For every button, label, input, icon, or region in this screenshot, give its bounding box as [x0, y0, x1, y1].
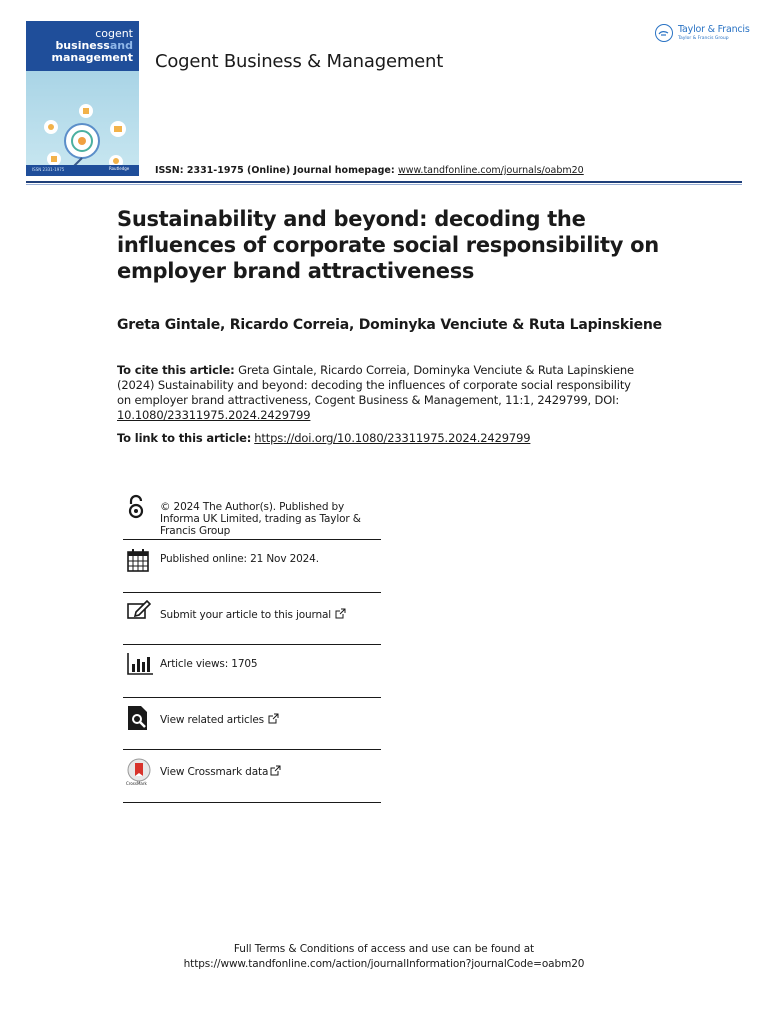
article-link-line	[117, 431, 530, 445]
cover-title-line3: management	[51, 51, 133, 64]
open-access-icon	[127, 494, 145, 524]
crossmark-badge-label: CrossMark	[126, 781, 147, 786]
taylor-francis-logo[interactable]	[655, 22, 750, 48]
bar-chart-icon	[127, 653, 153, 679]
cover-illustration	[26, 71, 139, 169]
external-link-icon	[335, 608, 346, 622]
crossmark-icon	[126, 758, 152, 790]
cover-issn: ISSN 2331-1975	[32, 167, 65, 172]
open-access-license-row	[123, 494, 381, 540]
article-title: Sustainability and beyond: decoding the influences of corporate social responsibility on employer brand attractiveness	[117, 207, 659, 283]
calendar-icon	[127, 548, 149, 576]
crossmark-row[interactable]	[123, 750, 381, 803]
taylor-francis-name: Taylor & Francis	[678, 24, 750, 35]
article-views-count: Article views: 1705	[160, 658, 258, 670]
terms-footer-line1: Full Terms & Conditions of access and use can be found at	[233, 943, 535, 955]
journal-cover-image	[26, 21, 139, 176]
cover-title-line2: businessand	[55, 39, 133, 52]
terms-footer	[0, 942, 768, 972]
header-divider-secondary	[26, 184, 742, 185]
document-search-icon	[127, 706, 149, 734]
journal-title: Cogent Business & Management	[155, 51, 444, 72]
published-online-row	[123, 540, 381, 593]
cover-publisher: Routledge	[109, 166, 130, 171]
citation-text: Greta Gintale, Ricardo Correia, Dominyka Venciute & Ruta Lapinskiene (2024) Sustainability and beyond: decoding the influences of corporate social responsibility on employer brand attractiveness, Cogent Business & Management, 11:1, 2429799, DOI:	[117, 363, 634, 407]
article-authors: Greta Gintale, Ricardo Correia, Dominyka Venciute & Ruta Lapinskiene	[117, 317, 662, 333]
terms-footer-url[interactable]: https://www.tandfonline.com/action/journalInformation?journalCode=oabm20	[183, 958, 585, 970]
issn-homepage-line	[155, 165, 584, 176]
license-text: © 2024 The Author(s). Published by Informa UK Limited, trading as Taylor & Francis Group	[160, 501, 361, 537]
citation-doi-link[interactable]: 10.1080/23311975.2024.2429799	[117, 408, 311, 422]
cover-title-line1: cogent	[95, 27, 133, 40]
submit-article-row[interactable]	[123, 593, 381, 645]
header-divider	[26, 181, 742, 183]
article-views-row	[123, 645, 381, 698]
article-doi-url-link[interactable]: https://doi.org/10.1080/23311975.2024.2429799	[254, 431, 531, 445]
article-link-label: To link to this article:	[117, 431, 252, 445]
taylor-francis-logo-icon	[655, 24, 673, 42]
published-date: Published online: 21 Nov 2024.	[160, 553, 319, 565]
citation-label: To cite this article:	[117, 363, 235, 377]
submit-article-link[interactable]: Submit your article to this journal	[160, 608, 346, 622]
external-link-icon	[268, 713, 279, 727]
issn-label: ISSN: 2331-1975 (Online) Journal homepage:	[155, 165, 398, 176]
related-articles-row[interactable]	[123, 698, 381, 750]
journal-homepage-link[interactable]: www.tandfonline.com/journals/oabm20	[397, 165, 584, 176]
taylor-francis-group: Taylor & Francis Group	[678, 36, 729, 41]
edit-icon	[127, 600, 151, 624]
external-link-icon	[270, 765, 281, 779]
view-crossmark-data-link[interactable]: View Crossmark data	[160, 765, 281, 779]
view-related-articles-link[interactable]: View related articles	[160, 713, 279, 727]
row-divider	[123, 802, 381, 803]
citation-block	[117, 363, 637, 423]
